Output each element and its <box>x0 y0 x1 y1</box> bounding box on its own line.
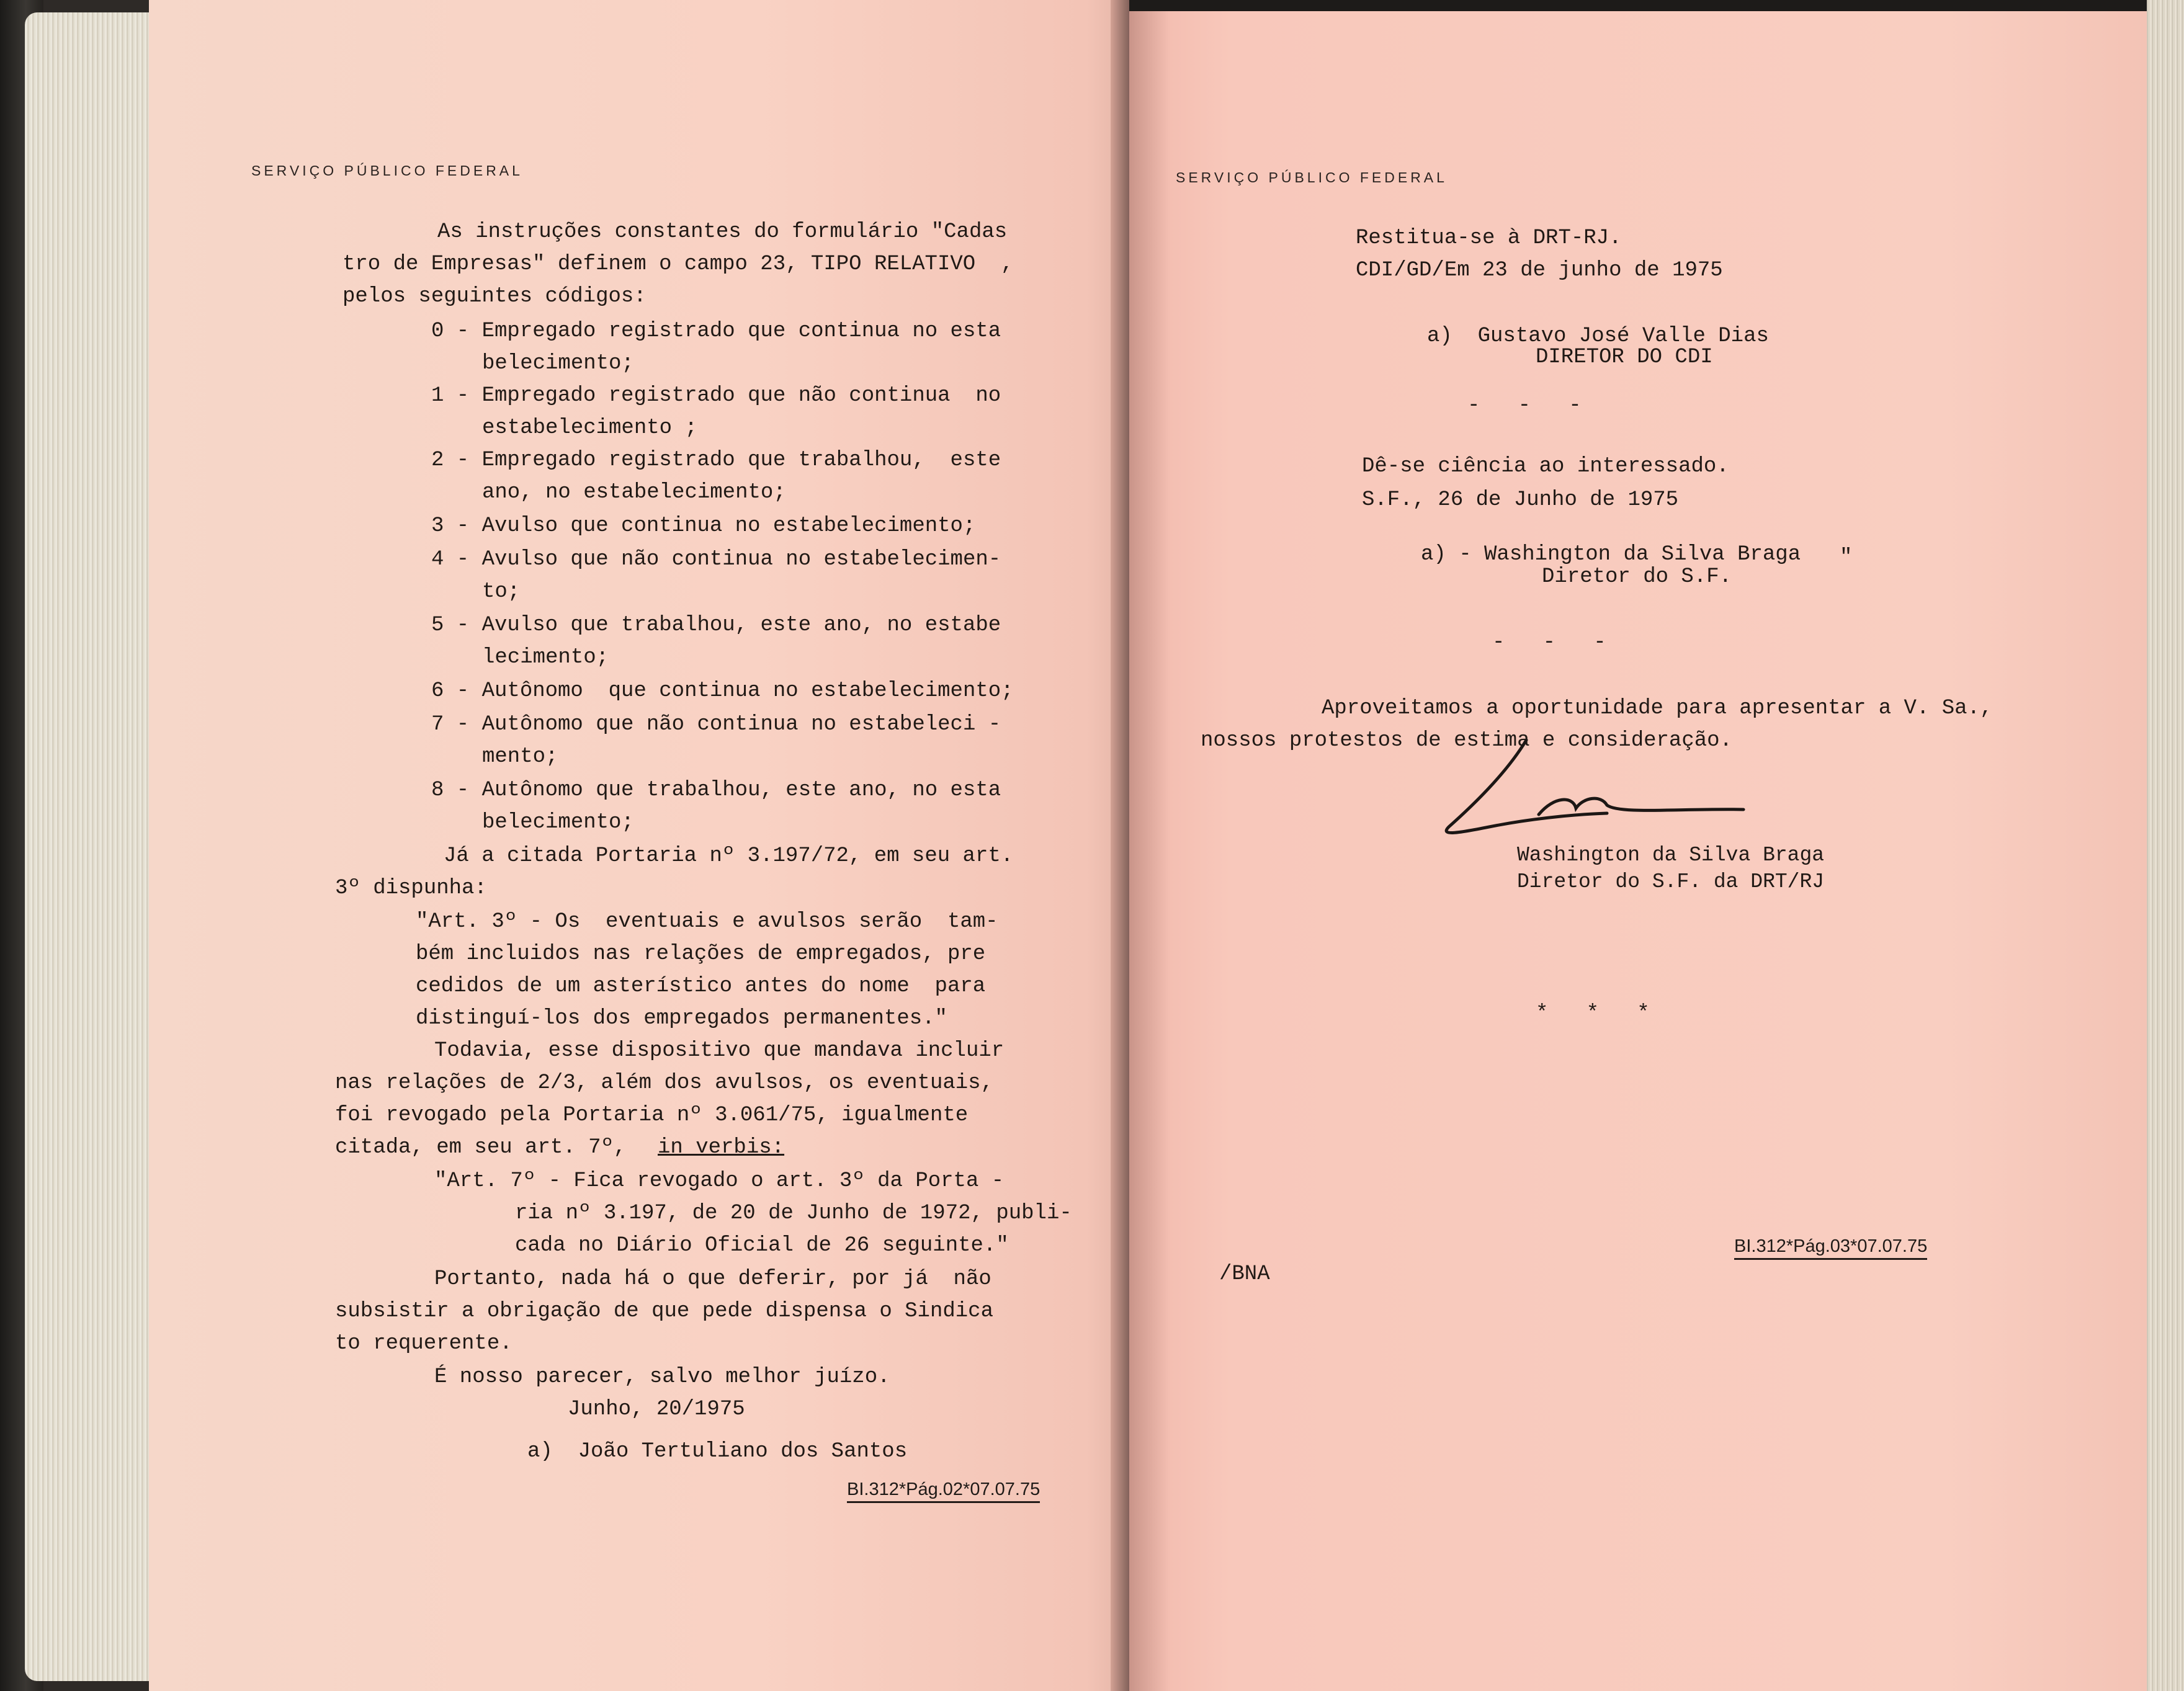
code-item: 8 - Autônomo que trabalhou, este ano, no esta <box>431 779 1001 802</box>
text-line: Dê-se ciência ao interessado. <box>1362 455 1729 478</box>
page-reference: BI.312*Pág.02*07.07.75 <box>847 1479 1040 1503</box>
code-item: 7 - Autônomo que não continua no estabeleci - <box>431 713 1001 736</box>
code-item: 0 - Empregado registrado que continua no esta <box>431 319 1001 343</box>
page-reference: BI.312*Pág.03*07.07.75 <box>1734 1236 1927 1260</box>
typist-initials: /BNA <box>1219 1262 1270 1286</box>
quote-line: "Art. 7º - Fica revogado o art. 3º da Porta - <box>434 1169 1005 1193</box>
quote-line: bém incluidos nas relações de empregados, pre <box>416 942 986 966</box>
code-item: 1 - Empregado registrado que não continua no <box>431 384 1001 408</box>
text-line: subsistir a obrigação de que pede dispensa o Sindica <box>335 1300 993 1323</box>
code-item: 6 - Autônomo que continua no estabelecimento; <box>431 679 1014 703</box>
text-line: CDI/GD/Em 23 de junho de 1975 <box>1356 259 1723 282</box>
quote-line: ria nº 3.197, de 20 de Junho de 1972, publi- <box>515 1202 1072 1225</box>
text-line: belecimento; <box>482 811 634 834</box>
quote-line: "Art. 3º - Os eventuais e avulsos serão tam- <box>416 910 998 934</box>
signatory-line: a) - Washington da Silva Braga <box>1421 543 1801 566</box>
code-item: 4 - Avulso que não continua no estabelecimen- <box>431 548 1001 571</box>
text-line: lecimento; <box>482 646 609 669</box>
signatory-line: a) João Tertuliano dos Santos <box>527 1440 908 1463</box>
quote-line: distinguí-los dos empregados permanentes." <box>416 1007 947 1030</box>
text-line: Todavia, esse dispositivo que mandava incluir <box>434 1039 1005 1063</box>
text-line: Restitua-se à DRT-RJ. <box>1356 226 1622 250</box>
text-line: É nosso parecer, salvo melhor juízo. <box>434 1365 890 1389</box>
text-line: tro de Empresas" definem o campo 23, TIPO RELATIVO , <box>342 252 1014 276</box>
right-page <box>1129 0 2147 1691</box>
text-line: belecimento; <box>482 352 634 375</box>
handwritten-signature <box>1421 728 1781 852</box>
text-line: Já a citada Portaria nº 3.197/72, em seu art. <box>444 844 1014 868</box>
code-item: 2 - Empregado registrado que trabalhou, este <box>431 448 1001 472</box>
text-line: mento; <box>482 745 558 769</box>
text-line: foi revogado pela Portaria nº 3.061/75, igualmente <box>335 1104 969 1127</box>
text-line: Aproveitamos a oportunidade para apresentar a V. Sa., <box>1322 697 1993 720</box>
signatory-title: Diretor do S.F. da DRT/RJ <box>1517 870 1825 893</box>
quote-mark: " <box>1840 546 1853 569</box>
text-line: nossos protestos de estima e consideração. <box>1201 729 1732 752</box>
text-line: to requerente. <box>335 1332 512 1355</box>
text-line: estabelecimento ; <box>482 416 697 440</box>
text-line: ano, no estabelecimento; <box>482 481 786 504</box>
code-item: 5 - Avulso que trabalhou, este ano, no estabe <box>431 613 1001 637</box>
separator: - - - <box>1492 631 1606 654</box>
date-line: Junho, 20/1975 <box>568 1398 745 1421</box>
code-item: 3 - Avulso que continua no estabelecimento; <box>431 514 976 538</box>
text-line: to; <box>482 580 521 604</box>
text-line: nas relações de 2/3, além dos avulsos, os eventuais, <box>335 1071 993 1095</box>
left-page <box>149 0 1157 1691</box>
separator: * * * <box>1536 1002 1650 1025</box>
text-line: 3º dispunha: <box>335 877 487 900</box>
book-page-edges <box>25 12 155 1681</box>
separator: - - - <box>1467 394 1582 417</box>
page-header: SERVIÇO PÚBLICO FEDERAL <box>1176 169 1448 185</box>
signatory-title: Diretor do S.F. <box>1542 565 1732 589</box>
text-line: S.F., 26 de Junho de 1975 <box>1362 488 1679 512</box>
quote-line: cada no Diário Oficial de 26 seguinte." <box>515 1234 1009 1257</box>
text-line: pelos seguintes códigos: <box>342 285 647 308</box>
signatory-line: a) Gustavo José Valle Dias <box>1427 324 1769 348</box>
signatory-name: Washington da Silva Braga <box>1517 844 1825 867</box>
text-line: As instruções constantes do formulário "Cadas <box>437 220 1008 244</box>
text-line: Portanto, nada há o que deferir, por já não <box>434 1267 991 1291</box>
quote-line: cedidos de um asterístico antes do nome para <box>416 975 986 998</box>
signatory-title: DIRETOR DO CDI <box>1536 346 1713 369</box>
text-line: citada, em seu art. 7º, <box>335 1136 627 1159</box>
in-verbis-text: in verbis: <box>658 1136 785 1159</box>
page-header: SERVIÇO PÚBLICO FEDERAL <box>251 163 523 179</box>
